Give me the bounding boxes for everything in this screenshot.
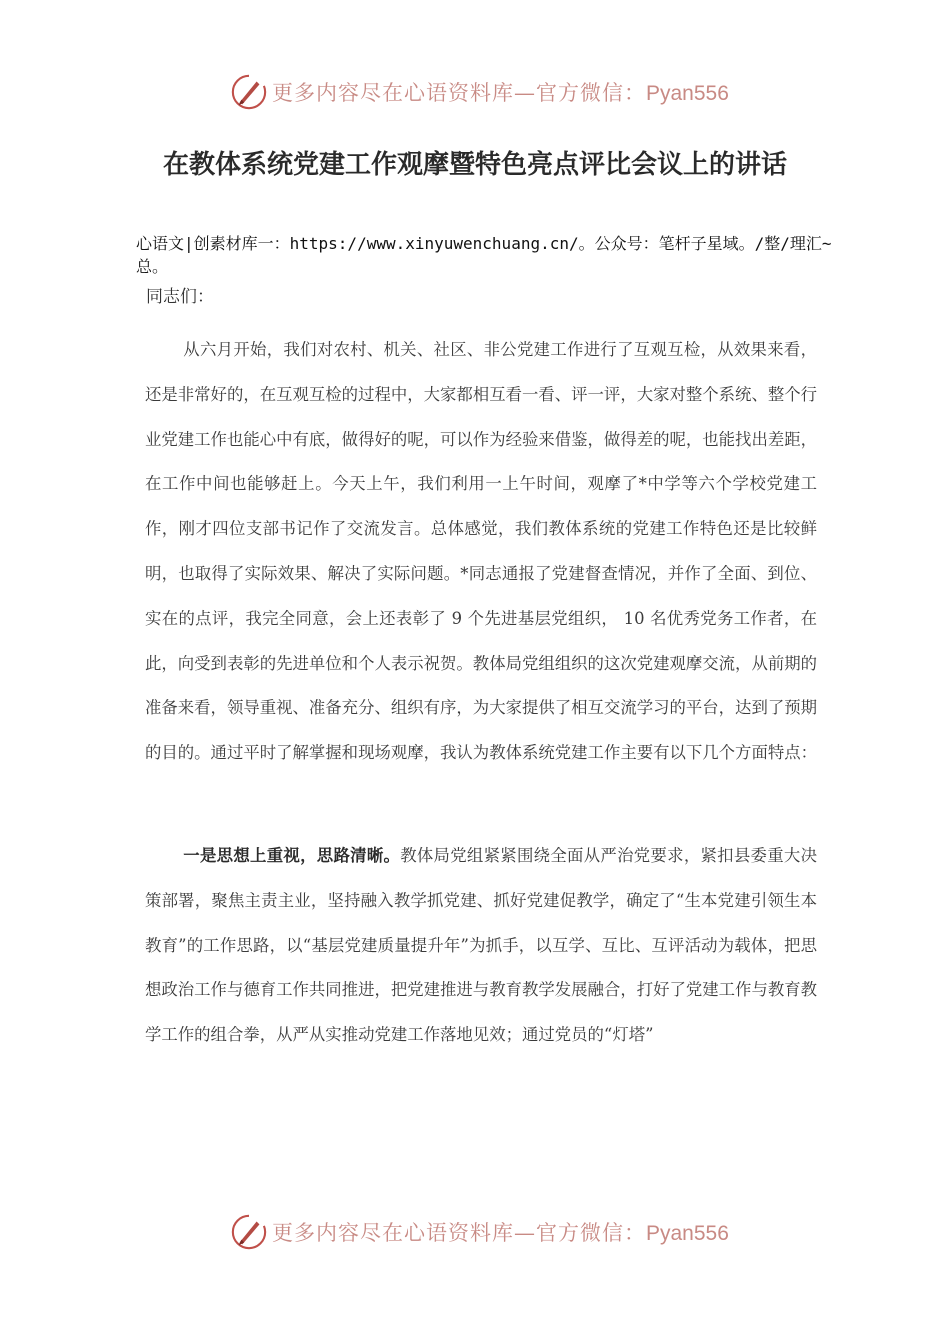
quill-logo-icon bbox=[230, 1213, 268, 1251]
page-title: 在教体系统党建工作观摩暨特色亮点评比会议上的讲话 bbox=[162, 150, 787, 180]
quill-logo-icon bbox=[230, 73, 268, 111]
footer-banner bbox=[230, 1212, 729, 1252]
paragraph-2 bbox=[145, 834, 817, 1058]
paragraph-1-text: 从六月开始，我们对农村、机关、社区、非公党建工作进行了互观互检，从效果来看，还是非常好的，在互观互检的过程中，大家都相互看一看、评一评，大家对整个系统、整个行业党建工作也能心中有底，做得好的呢，可以作为经验来借鉴，做得差的呢，也能找出差距，在工作中间也能够赶上。今天上午，我们利用一上午时间，观摩了*中学等六个学校党建工作，刚才四位支部书记作了交流发言。总体感觉，我们教体系统的党建工作特色还是比较鲜明，也取得了实际效果、解决了实际问题。*同志通报了党建督查情况，并作了全面、到位、实在的点评，我完全同意，会上还表彰了 9 个先进基层党组织， 10 名优秀党务工作者，在此，向受到表彰的先进单位和个人表示祝贺。教体局党组组织的这次党建观摩交流，从前期的准备来看，领导重视、准备充分、组织有序，为大家提供了相互交流学习的平台，达到了预期的目的。通过平时了解掌握和现场观摩，我认为教体系统党建工作主要有以下几个方面特点： bbox=[145, 340, 818, 763]
source-line: 心语文|创素材库一：https://www.xinyuwenchuang.cn/。公众号：笔杆子星域。/整/理汇~总。 bbox=[136, 234, 832, 276]
banner-text: 更多内容尽在心语资料库—官方微信：Pyan556 bbox=[272, 81, 729, 105]
banner-text: 更多内容尽在心语资料库—官方微信：Pyan556 bbox=[272, 1221, 729, 1245]
paragraph-1 bbox=[145, 328, 817, 776]
header-banner bbox=[230, 72, 729, 112]
paragraph-2-lead: 一是思想上重视，思路清晰。 bbox=[183, 846, 401, 865]
wechat-id: Pyan556 bbox=[646, 1222, 729, 1245]
greeting: 同志们： bbox=[146, 287, 214, 307]
paragraph-2-text: 教体局党组紧紧围绕全面从严治党要求，紧扣县委重大决策部署，聚焦主责主业，坚持融入教学抓党建、抓好党建促教学，确定了“生本党建引领生本教育”的工作思路，以“基层党建质量提升年”为抓手，以互学、互比、互评活动为载体，把思想政治工作与德育工作共同推进，把党建推进与教育教学发展融合，打好了党建工作与教育教学工作的组合拳，从严从实推动党建工作落地见效；通过党员的“灯塔” bbox=[145, 846, 818, 1045]
wechat-id: Pyan556 bbox=[646, 82, 729, 105]
